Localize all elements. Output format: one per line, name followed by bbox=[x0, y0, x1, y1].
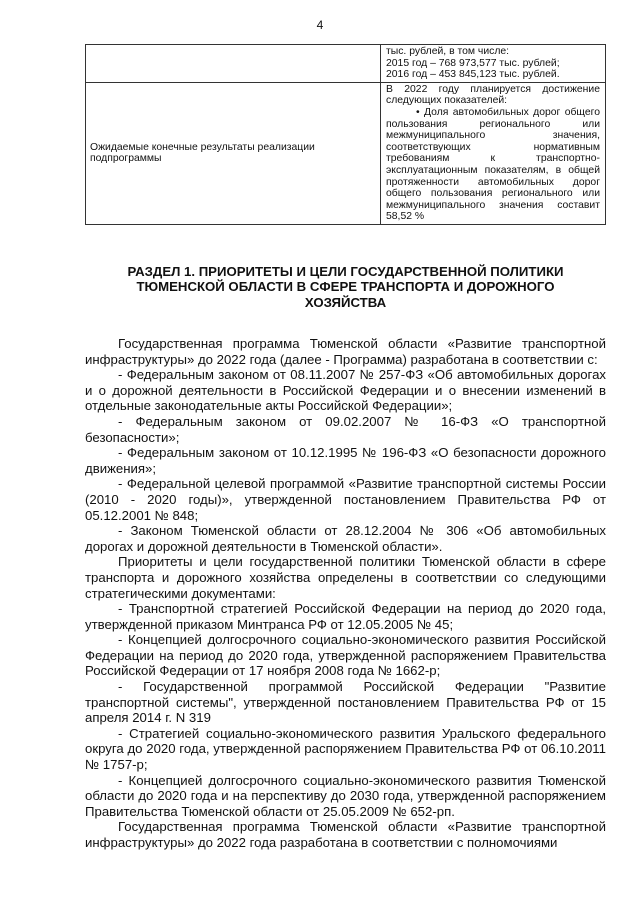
cell-line: 2015 год – 768 973,577 тыс. рублей; bbox=[386, 57, 560, 69]
body-text bbox=[85, 336, 606, 851]
cell-line: межмуниципального значения, bbox=[386, 130, 600, 142]
cell-line: следующих показателей: bbox=[386, 95, 508, 107]
paragraph: Приоритеты и цели государственной политики Тюменской области в сфере транспорта и дорожного хозяйства определены в соответствии со следующими стратегическими документами: bbox=[85, 554, 606, 601]
cell-line: В 2022 году планируется достижение bbox=[386, 83, 600, 95]
table-row bbox=[86, 45, 606, 83]
section-title bbox=[85, 264, 606, 310]
paragraph: - Федеральным законом от 09.02.2007 № 16-ФЗ «О транспортной безопасности»; bbox=[85, 413, 606, 445]
table-cell-results bbox=[381, 82, 606, 224]
section-title-line: ТЮМЕНСКОЙ ОБЛАСТИ В СФЕРЕ ТРАНСПОРТА И ДОРОЖНОГО bbox=[136, 279, 555, 295]
table-cell-label: Ожидаемые конечные результаты реализации подпрограммы bbox=[86, 82, 381, 224]
paragraph: Государственная программа Тюменской области «Развитие транспортной инфраструктуры» до 2022 года (далее - Программа) разработана в соответствии с: bbox=[85, 336, 606, 367]
paragraph: - Стратегией социально-экономического развития Уральского федерального округа до 2020 года, утвержденной распоряжением Правительства РФ от 06.10.2011 № 1757-р; bbox=[85, 725, 606, 773]
paragraph: - Федеральным законом от 10.12.1995 № 196-ФЗ «О безопасности дорожного движения»; bbox=[85, 445, 606, 476]
table-cell-funding bbox=[381, 45, 606, 83]
cell-line: эксплуатационным показателям, в общей bbox=[386, 164, 600, 176]
paragraph: Государственная программа Тюменской области «Развитие транспортной инфраструктуры» до 2022 года разработана в соответствии с полномочиями bbox=[85, 819, 606, 850]
paragraph: - Законом Тюменской области от 28.12.2004 № 306 «Об автомобильных дорогах и дорожной деятельности в Тюменской области». bbox=[85, 523, 606, 554]
page-number: 4 bbox=[316, 18, 324, 32]
cell-line: 2016 год – 453 845,123 тыс. рублей. bbox=[386, 69, 560, 81]
passport-table bbox=[85, 44, 606, 225]
table-row bbox=[86, 82, 606, 224]
cell-line: общего пользования регионального или bbox=[386, 188, 600, 200]
table-cell-empty bbox=[86, 45, 381, 83]
cell-line: тыс. рублей, в том числе: bbox=[386, 46, 510, 57]
section-title-line: ХОЗЯЙСТВА bbox=[304, 294, 387, 310]
cell-line: 58,52 % bbox=[386, 211, 425, 223]
cell-line: • Доля автомобильных дорог общего bbox=[416, 106, 600, 118]
paragraph: - Концепцией долгосрочного социально-экономического развития Тюменской области до 2020 года и на перспективу до 2030 года, утвержденной распоряжением Правительства Тюменской области от 25.05.2009 № 652-рп. bbox=[85, 772, 606, 819]
cell-line: пользования регионального или bbox=[386, 118, 600, 130]
paragraph: - Федеральной целевой программой «Развитие транспортной системы России (2010 - 2020 годы)», утвержденной постановлением Правительства РФ от 05.12.2001 № 848; bbox=[85, 476, 606, 523]
paragraph: - Федеральным законом от 08.11.2007 № 257-ФЗ «Об автомобильных дорогах и о дорожной деятельности в Российской Федерации и о внесении изменений в отдельные законодательные акты Российской Федерации»; bbox=[85, 367, 606, 414]
paragraph: - Транспортной стратегией Российской Федерации на период до 2020 года, утвержденной приказом Минтранса РФ от 12.05.2005 № 45; bbox=[85, 601, 606, 632]
cell-line: соответствующих нормативным bbox=[386, 141, 600, 153]
cell-line: межмуниципального значения составит bbox=[386, 199, 600, 211]
section-title-line: РАЗДЕЛ 1. ПРИОРИТЕТЫ И ЦЕЛИ ГОСУДАРСТВЕННОЙ ПОЛИТИКИ bbox=[127, 264, 564, 279]
cell-line: требованиям к транспортно- bbox=[386, 153, 600, 165]
paragraph: - Государственной программой Российской Федерации "Развитие транспортной системы", утвержденной постановлением Правительства РФ от 15 апреля 2014 г. N 319 bbox=[85, 679, 606, 726]
paragraph: - Концепцией долгосрочного социально-экономического развития Российской Федерации на период до 2020 года, утвержденной распоряжением Правительства Российской Федерации от 17 ноября 2008 года № 1662-р; bbox=[85, 632, 606, 679]
cell-line: протяженности автомобильных дорог bbox=[386, 176, 600, 188]
